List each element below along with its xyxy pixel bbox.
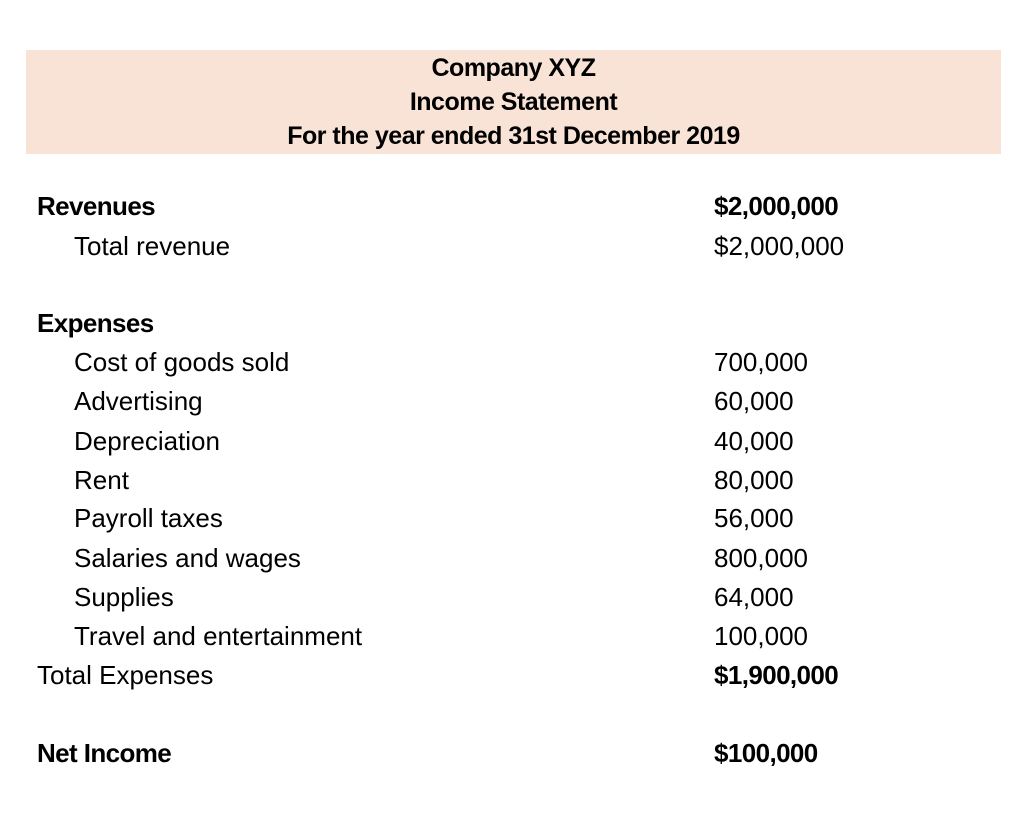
revenues-heading-row xyxy=(0,187,1024,226)
expense-row xyxy=(0,422,1024,461)
expense-row xyxy=(0,343,1024,382)
expense-row xyxy=(0,617,1024,656)
line-item-value: $2,000,000 xyxy=(714,231,845,261)
revenues-heading-value: $2,000,000 xyxy=(714,191,839,221)
line-item-label: Supplies xyxy=(74,582,174,612)
company-name: Company XYZ xyxy=(431,54,596,82)
line-item-label: Salaries and wages xyxy=(74,543,301,573)
line-item-label: Total revenue xyxy=(74,231,231,261)
statement-title: Income Statement xyxy=(409,88,618,116)
line-item-label: Advertising xyxy=(74,386,203,416)
expenses-heading-row xyxy=(0,304,1024,343)
line-item-label: Rent xyxy=(74,465,129,495)
line-item-value: 700,000 xyxy=(714,347,808,377)
line-item-label: Cost of goods sold xyxy=(74,347,290,377)
line-item-label: Depreciation xyxy=(74,426,220,456)
expense-row xyxy=(0,539,1024,578)
statement-header xyxy=(26,50,1001,154)
line-item-value: 100,000 xyxy=(714,621,808,651)
line-item-label: Payroll taxes xyxy=(74,503,223,533)
line-item-label: Travel and entertainment xyxy=(74,621,363,651)
net-income-value: $100,000 xyxy=(714,738,818,768)
revenues-heading: Revenues xyxy=(37,191,156,221)
line-item-value: 80,000 xyxy=(714,465,794,495)
line-item-value: 60,000 xyxy=(714,386,794,416)
line-item-value: 800,000 xyxy=(714,543,808,573)
net-income-label: Net Income xyxy=(37,738,172,768)
total-expenses-label: Total Expenses xyxy=(37,660,214,690)
line-item-value: 64,000 xyxy=(714,582,794,612)
total-expenses-row xyxy=(0,656,1024,695)
expenses-heading: Expenses xyxy=(37,308,154,338)
expense-row xyxy=(0,461,1024,500)
statement-period: For the year ended 31st December 2019 xyxy=(287,122,740,150)
total-revenue-row xyxy=(0,227,1024,266)
expense-row xyxy=(0,499,1024,538)
line-item-value: 40,000 xyxy=(714,426,794,456)
expense-row xyxy=(0,578,1024,617)
net-income-row xyxy=(0,734,1024,773)
line-item-value: 56,000 xyxy=(714,503,794,533)
total-expenses-value: $1,900,000 xyxy=(714,660,839,690)
expense-row xyxy=(0,382,1024,421)
